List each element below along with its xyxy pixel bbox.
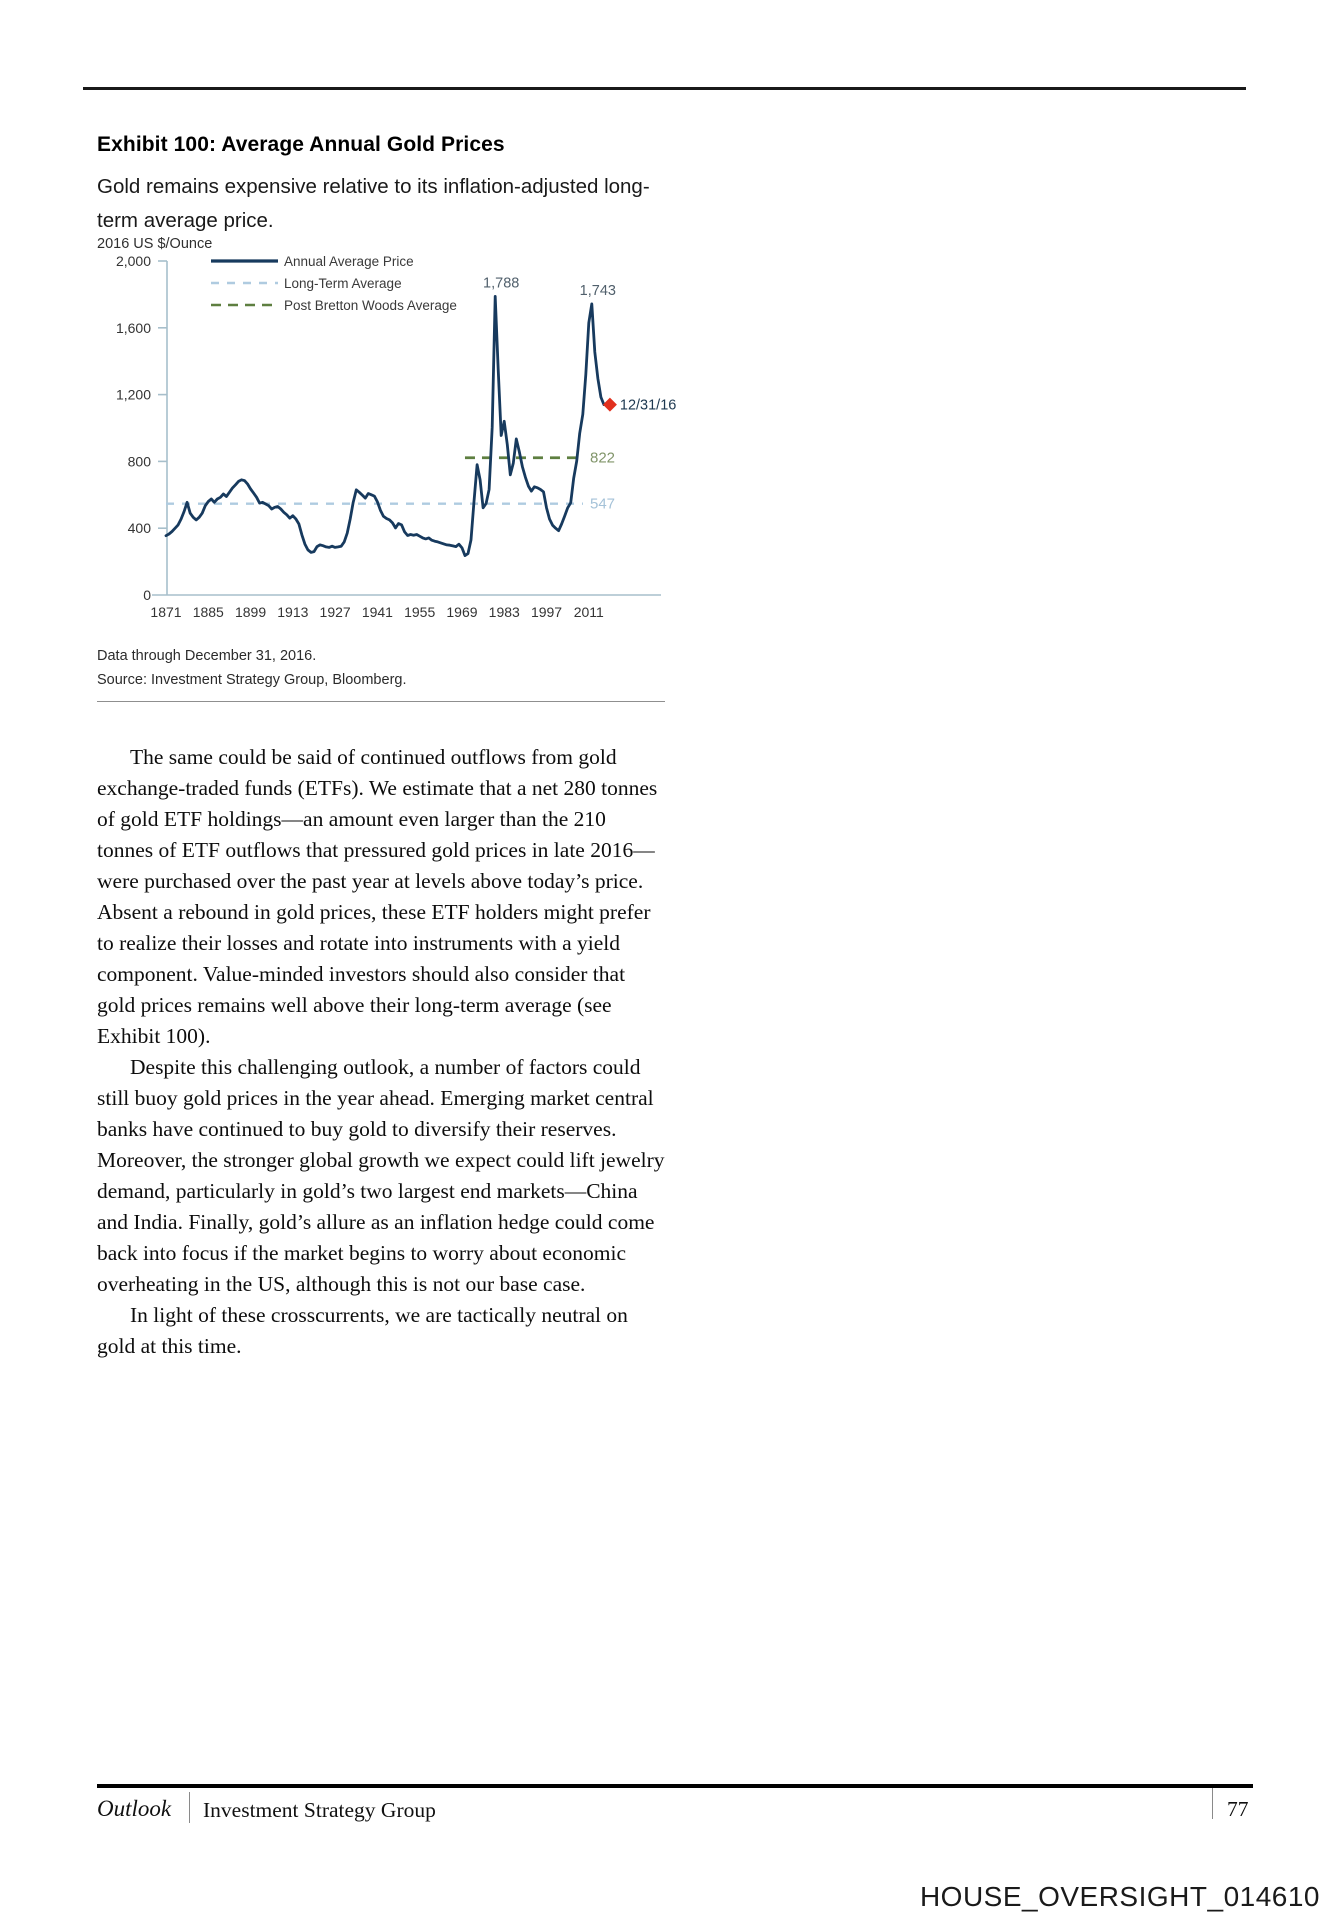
x-tick-label: 1927: [319, 604, 351, 620]
y-axis-unit-label: 2016 US $/Ounce: [97, 236, 213, 252]
journal-name: Outlook: [97, 1796, 172, 1821]
article-body: [97, 742, 665, 1362]
footer-divider-right: [1212, 1788, 1213, 1819]
post-bretton-woods-average-value: 822: [590, 449, 616, 467]
exhibit-divider: [97, 701, 665, 702]
body-paragraph: The same could be said of continued outflows from gold exchange-traded funds (ETFs). We estimate that a net 280 tonnes of gold ETF holdings—an amount even larger than the 210 tonnes of ETF outflows that pressured gold prices in late 2016—were purchased over the past year at levels above today’s price. Absent a rebound in gold prices, these ETF holders might prefer to realize their losses and rotate into instruments with a yield component. Value-minded investors should also consider that gold prices remains well above their long-term average (see Exhibit 100).: [97, 745, 658, 1048]
annual-average-price-line: [166, 296, 604, 555]
watermark: HOUSE_OVERSIGHT_014610: [919, 1881, 1320, 1912]
x-tick-label: 1997: [530, 604, 563, 620]
y-tick-label: 1,600: [115, 319, 151, 336]
footer-divider-left: [189, 1792, 190, 1823]
x-tick-label: 1941: [361, 604, 393, 620]
peak-value-label: 1,788: [483, 275, 520, 292]
x-tick-label: 1969: [446, 604, 478, 620]
exhibit-subtitle: Gold remains expensive relative to its inflation-adjusted long-term average price.: [97, 175, 650, 232]
gold-price-chart: [95, 228, 705, 628]
exhibit-title: Exhibit 100: Average Annual Gold Prices: [97, 133, 505, 156]
x-tick-label: 1913: [277, 604, 309, 620]
long-term-average-value: 547: [590, 495, 616, 513]
chart-footnote-source: Source: Investment Strategy Group, Bloomberg.: [97, 672, 407, 688]
x-tick-label: 2011: [573, 604, 604, 620]
x-tick-label: 1885: [192, 604, 224, 620]
gold-chart-svg: [95, 228, 705, 628]
group-name: Investment Strategy Group: [203, 1798, 436, 1822]
peak-value-label: 1,743: [579, 282, 616, 299]
chart-footnote-data: Data through December 31, 2016.: [97, 648, 317, 664]
end-point-diamond-marker: [603, 398, 617, 412]
page-number: 77: [1227, 1797, 1249, 1821]
legend-label: Long-Term Average: [284, 276, 402, 291]
top-rule: [83, 87, 1246, 90]
x-tick-label: 1983: [488, 604, 520, 620]
x-tick-label: 1871: [150, 604, 182, 620]
y-tick-label: 2,000: [115, 253, 151, 269]
legend-label: Annual Average Price: [284, 254, 414, 269]
footer-rule: [97, 1784, 1253, 1788]
x-tick-label: 1899: [234, 604, 267, 620]
y-tick-label: 400: [127, 520, 151, 537]
body-paragraph: In light of these crosscurrents, we are tactically neutral on gold at this time.: [97, 1303, 628, 1358]
legend-label: Post Bretton Woods Average: [284, 298, 457, 313]
chart-footnotes: [97, 644, 406, 692]
end-date-label: 12/31/16: [619, 397, 677, 414]
body-paragraph: Despite this challenging outlook, a number of factors could still buoy gold prices in the year ahead. Emerging market central banks have continued to buy gold to diversify their reserves. Moreover, the stronger global growth we expect could lift jewelry demand, particularly in gold’s two largest end markets—China and India. Finally, gold’s allure as an inflation hedge could come back into focus if the market begins to worry about economic overheating in the US, although this is not our base case.: [97, 1055, 665, 1296]
y-tick-label: 800: [127, 453, 151, 470]
x-tick-label: 1955: [404, 604, 436, 620]
y-tick-label: 0: [143, 587, 151, 603]
y-tick-label: 1,200: [115, 386, 151, 403]
